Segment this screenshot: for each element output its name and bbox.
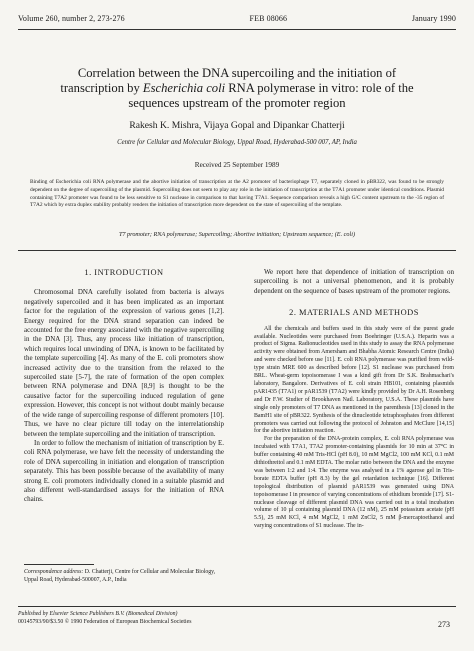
title-line-1: Correlation between the DNA supercoiling and the initiation of bbox=[77, 66, 397, 80]
running-header bbox=[18, 14, 456, 23]
affiliation: Centre for Cellular and Molecular Biology, Uppal Road, Hyderabad-500 007, AP, India bbox=[117, 139, 357, 146]
footer-rule bbox=[18, 606, 456, 607]
publisher-line: Published by Elsevier Science Publishers B.V. (Biomedical Division) bbox=[18, 611, 178, 617]
section-heading-introduction: 1. INTRODUCTION bbox=[84, 268, 164, 277]
left-column bbox=[24, 268, 224, 505]
article-code: FEB 08066 bbox=[249, 14, 288, 23]
page-number: 273 bbox=[438, 620, 450, 629]
title-line-3: sequences upstream of the promoter region bbox=[128, 96, 346, 110]
received-date: Received 25 September 1989 bbox=[194, 161, 280, 169]
intro-paragraph-1: Chromosomal DNA carefully isolated from bacteria is always negatively supercoiled and it has been implicated as an important factor for the regulation of the expression of various genes [1,2]. Energy required for the DNA strand separation can indeed be accounted for the free energy associated with the negative supercoiling in the DNA [3]. Thus, any process like initiation of transcription, which requires local unwinding of DNA, is known to be facilitated by the template supercoiling [4]. As many of the E. coli promoters show increased activity due to the transition from the relaxed to the supercoiled state [5-7], the rate of formation of the open complex between RNA polymerase and DNA [8,9] is thought to be the causative factor for the supercoiling induced regulation of gene expression. However, this concept is not without doubt mainly because of the wide range of supercoiling response of different promoters [10]. Thus, we have no clear picture till today on the interrelationship between the template supercoiling and the initiation of transcription. bbox=[24, 288, 224, 438]
abstract-rule bbox=[18, 250, 456, 251]
correspondence-footnote: Correspondence address: D. Chatterji, Centre for Cellular and Molecular Biology, Uppal Road, Hyderabad-500007, A.P., India bbox=[24, 569, 216, 583]
right-column bbox=[254, 268, 454, 531]
species-name: Escherichia coli bbox=[142, 81, 226, 95]
title-line-2: transcription by Escherichia coli RNA polymerase in vitro: role of the bbox=[60, 81, 414, 95]
section-heading-methods: 2. MATERIALS AND METHODS bbox=[289, 308, 419, 318]
publisher-footer bbox=[18, 611, 278, 626]
author-list: Rakesh K. Mishra, Vijaya Gopal and Dipankar Chatterji bbox=[129, 120, 345, 131]
volume-info: Volume 260, number 2, 273-276 bbox=[18, 14, 125, 23]
methods-paragraph-2: For the preparation of the DNA-protein complex, E. coli RNA polymerase was incubated with T7A1, T7A2 promoter-containing plasmids for 10 min at 37°C in buffer containing 40 mM Tris-HCl (pH 8.0), 10 mM MgCl2, 100 mM KCl, 0.1 mM dithiothreitol and 0.1 mM EDTA. The molar ratio between the DNA and the enzyme was between 1:2 and 1:4. The enzyme was analysed in a 1% agarose gel in Tris-borate EDTA buffer (pH 8.3) by the gel retardation technique [16]. Different topological distribution of plasmid pAR1539 was generated using DNA topoisomerase I in presence of varying concentrations of ethidium bromide [17]. S1-nuclease cleavage of different plasmid DNA was carried out in a total incubation volume of 10 µl containing plasmid DNA (12 nM), 25 mM potassium acetate (pH 5.5), 25 mM KCl, 4 mM MgCl2, 1 mM ZnCl2, 5 mM β-mercaptoethanol and varying concentrations of S1 nuclease. The in- bbox=[254, 436, 454, 530]
issue-date: January 1990 bbox=[411, 14, 456, 23]
methods-paragraph-1: All the chemicals and buffers used in this study were of the purest grade available. Nucleotides were purchased from Boehringer (U.S.A.). Heparin was a product of Sigma. Radionucleotides used in this study to assay the RNA polymerase activity were obtained from Amersham and Bhabha Atomic Research Centre (India) and were checked before use [11]. E. coli RNA polymerase was purified from wild-type strain MRE 600 as described before [12]. S1 nuclease was purchased from BRL. Wheat-germ topoisomerase I was a kind gift from Dr S.K. Brahmachari's laboratory, Bangalore. Derivatives of E. coli strain HB101, containing plasmids pAR1435 (T7A1) or pAR1539 (T7A2) were kindly provided by Dr A.H. Rosenberg and Dr F.W. Studier of Brookhaven Natl. Laboratory, U.S.A. These plasmids have single only promoters of T7 DNA as mentioned in the parenthesis [13] cloned in the BamH1 site of pBR322. Synthesis of the dinucleotide tetraphosphates from different promoters was carried out following the protocol of Johnston and McClure [14,15] for the abortive initiation reaction. bbox=[254, 325, 454, 435]
copyright-line: 00145793/90/$3.50 © 1990 Federation of European Biochemical Societies bbox=[18, 618, 192, 625]
footnote-rule bbox=[24, 564, 94, 565]
intro-paragraph-2: In order to follow the mechanism of initiation of transcription by E. coli RNA polymerase, we have felt the necessity of understanding the role of DNA supercoiling in initiation and elongation of transcription separately. This has been possible because of the availability of many strong E. coli promoters individually cloned in a suitable plasmid and also different well-standardised assays for the initiation of RNA chains. bbox=[24, 438, 224, 504]
article-title bbox=[30, 66, 444, 111]
intro-paragraph-3: We report here that dependence of initiation of transcription on supercoiling is not a universal phenomenon, and it is probably dependent on the sequence of bases upstream of the promoter regions. bbox=[254, 268, 454, 295]
keywords: T7 promoter; RNA polymerase; Supercoiling; Abortive initiation; Upstream sequence; (E. coli) bbox=[118, 231, 356, 238]
abstract: Binding of Escherichia coli RNA polymerase and the abortive initiation of transcription at the A2 promoter of bacteriophage T7, separately cloned in pBR322, was found to be strongly dependent on the degree of supercoiling of the plasmid. Supercoiling does not seem to play any role in the initiation of transcription at the T7A1 promoter under identical conditions. Plasmid containing T7A2 promoter was found to be less sensitive to S1 nuclease in comparison to that having T7A1. Sequence comparison reveals a high G/C content upstream to the -35 region of T7A2 which by extra duplex stability probably renders the initiation of transcription more dependent on the state of supercoiling of the template. bbox=[30, 179, 444, 209]
header-rule bbox=[18, 29, 456, 30]
